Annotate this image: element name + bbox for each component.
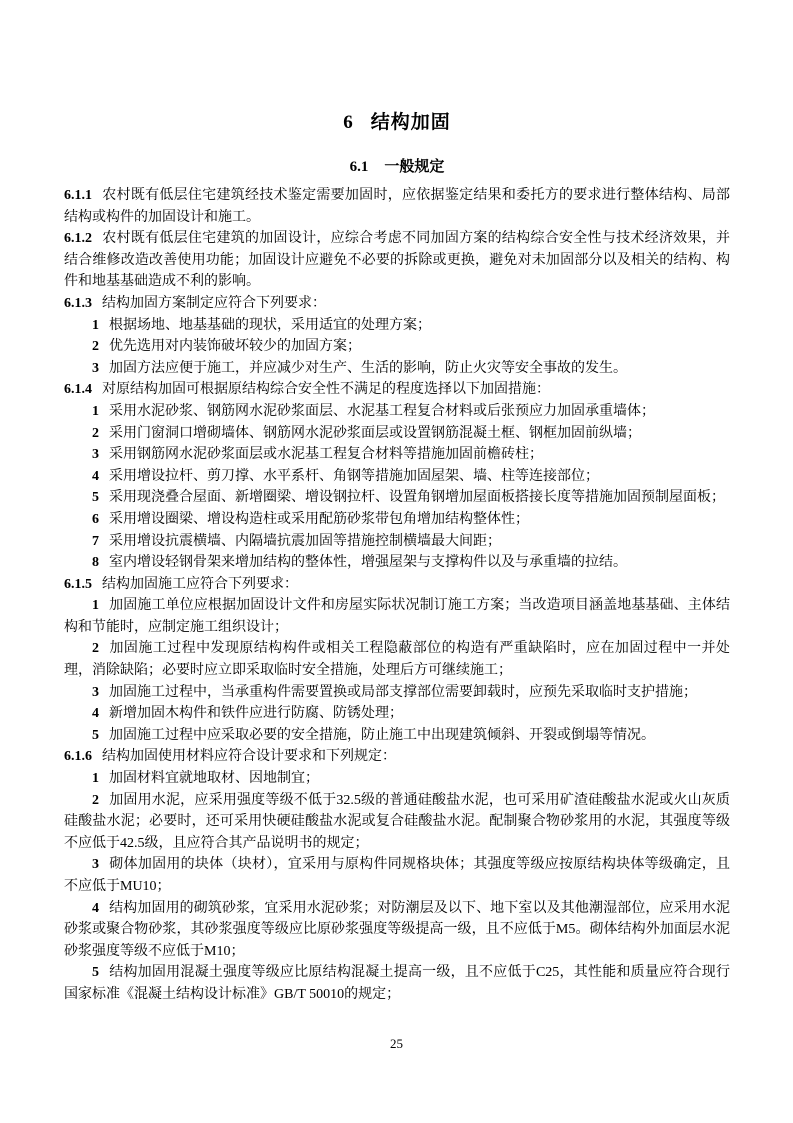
clause-6-1-4-item-1 — [64, 401, 730, 423]
clause-label: 6.1.1 — [64, 188, 92, 203]
item-text: 新增加固木构件和铁件应进行防腐、防锈处理； — [109, 706, 403, 722]
item-number: 6 — [92, 511, 99, 527]
clause-6-1-5-item-3 — [64, 682, 730, 704]
page-number: 25 — [390, 1036, 403, 1051]
clause-label: 6.1.5 — [64, 576, 92, 592]
item-text: 采用门窗洞口增砌墙体、钢筋网水泥砂浆面层或设置钢筋混凝土框、钢框加固前纵墙； — [109, 425, 641, 441]
item-number: 8 — [92, 555, 99, 571]
clause-text: 结构加固施工应符合下列要求： — [102, 576, 298, 592]
item-text: 加固方法应便于施工，并应减少对生产、生活的影响，防止火灾等安全事故的发生。 — [109, 360, 627, 376]
item-number: 4 — [92, 706, 99, 722]
item-number: 3 — [92, 684, 99, 700]
clause-6-1-4-item-4 — [64, 466, 730, 488]
item-number: 2 — [92, 641, 99, 657]
item-text: 采用增设圈梁、增设构造柱或采用配筋砂浆带包角增加结构整体性； — [109, 511, 529, 527]
clause-6-1-3-item-1 — [64, 315, 730, 337]
item-number: 1 — [92, 317, 99, 333]
clause-6-1-5-item-4 — [64, 703, 730, 725]
clause-label: 6.1.2 — [64, 231, 92, 247]
item-text: 采用钢筋网水泥砂浆面层或水泥基工程复合材料等措施加固前檐砖柱； — [109, 447, 543, 463]
clause-text: 对原结构加固可根据原结构综合安全性不满足的程度选择以下加固措施： — [102, 382, 550, 398]
item-text: 采用水泥砂浆、钢筋网水泥砂浆面层、水泥基工程复合材料或后张预应力加固承重墙体； — [109, 403, 655, 419]
item-text: 采用增设抗震横墙、内隔墙抗震加固等措施控制横墙最大间距； — [109, 533, 501, 549]
clause-6-1-6-item-4 — [64, 898, 730, 963]
item-text: 根据场地、地基基础的现状，采用适宜的处理方案； — [109, 317, 431, 333]
item-number: 2 — [92, 792, 99, 808]
item-number: 7 — [92, 533, 99, 549]
clause-text: 农村既有低层住宅建筑经技术鉴定需要加固时，应依据鉴定结果和委托方的要求进行整体结构、局部结构或构件的加固设计和施工。 — [64, 188, 730, 225]
item-text: 结构加固用混凝土强度等级应比原结构混凝土提高一级，且不应低于C25，其性能和质量应符合现行国家标准《混凝土结构设计标准》GB/T 50010的规定； — [64, 965, 730, 1002]
item-text: 加固材料宜就地取材、因地制宜； — [109, 771, 319, 787]
clause-6-1-1 — [64, 185, 730, 228]
item-text: 加固施工过程中，当承重构件需要置换或局部支撑部位需要卸载时，应预先采取临时支护措施； — [109, 684, 697, 700]
chapter-title-text: 结构加固 — [370, 112, 451, 133]
item-number: 4 — [92, 468, 99, 484]
item-number: 5 — [92, 727, 99, 743]
clause-label: 6.1.4 — [64, 382, 92, 398]
clause-6-1-4-item-7 — [64, 531, 730, 553]
item-text: 优先选用对内装饰破坏较少的加固方案； — [109, 339, 361, 355]
chapter-title — [64, 112, 730, 133]
clause-6-1-5-item-2 — [64, 638, 730, 681]
item-text: 室内增设轻钢骨架来增加结构的整体性，增强屋架与支撑构件以及与承重墙的拉结。 — [109, 555, 627, 571]
item-number: 5 — [92, 965, 99, 981]
item-number: 2 — [92, 425, 99, 441]
item-text: 砌体加固用的块体（块材），宜采用与原构件同规格块体；其强度等级应按原结构块体等级确定，且不应低于MU10； — [64, 857, 730, 894]
item-text: 加固施工过程中发现原结构构件或相关工程隐蔽部位的构造有严重缺陷时，应在加固过程中一并处理，消除缺陷；必要时应立即采取临时安全措施，处理后方可继续施工； — [64, 641, 730, 679]
clause-6-1-5-item-1 — [64, 595, 730, 638]
item-text: 采用增设拉杆、剪刀撑、水平系杆、角钢等措施加固屋架、墙、柱等连接部位； — [109, 468, 599, 484]
clause-6-1-6-item-2 — [64, 790, 730, 855]
item-number: 1 — [92, 771, 99, 787]
item-text: 加固施工单位应根据加固设计文件和房屋实际状况制订施工方案；当改造项目涵盖地基基础、主体结构和节能时，应制定施工组织设计； — [64, 598, 730, 635]
item-text: 结构加固用的砌筑砂浆，宜采用水泥砂浆；对防潮层及以下、地下室以及其他潮湿部位，应采用水泥砂浆或聚合物砂浆，其砂浆强度等级应比原砂浆强度等级提高一级，且不应低于M5。砌体结构外加面层水泥砂浆强度等级不应低于M10； — [64, 900, 730, 959]
clause-6-1-4-item-3 — [64, 444, 730, 466]
clause-6-1-3-item-3 — [64, 358, 730, 380]
clause-label: 6.1.3 — [64, 295, 92, 311]
item-number: 2 — [92, 339, 99, 355]
section-heading — [64, 158, 730, 176]
item-number: 3 — [92, 447, 99, 463]
clause-6-1-3 — [64, 293, 730, 315]
clause-6-1-6-item-3 — [64, 854, 730, 897]
clause-label: 6.1.6 — [64, 749, 92, 765]
item-text: 加固用水泥，应采用强度等级不低于32.5级的普通硅酸盐水泥，也可采用矿渣硅酸盐水泥或火山灰质硅酸盐水泥；必要时，还可采用快硬硅酸盐水泥或复合硅酸盐水泥。配制聚合物砂浆用的水泥，其强度等级不应低于42.5级，且应符合其产品说明书的规定； — [64, 792, 730, 851]
clause-6-1-4-item-8 — [64, 552, 730, 574]
item-number: 1 — [92, 598, 99, 614]
item-number: 4 — [92, 900, 99, 916]
clause-6-1-4-item-5 — [64, 487, 730, 509]
item-number: 3 — [92, 857, 99, 873]
chapter-number: 6 — [343, 112, 354, 133]
clause-6-1-6-item-1 — [64, 768, 730, 790]
clause-6-1-4-item-6 — [64, 509, 730, 531]
clause-text: 结构加固方案制定应符合下列要求： — [102, 295, 326, 311]
item-number: 5 — [92, 490, 99, 506]
clause-6-1-6 — [64, 746, 730, 768]
clause-text: 结构加固使用材料应符合设计要求和下列规定： — [102, 749, 396, 765]
clause-6-1-2 — [64, 228, 730, 293]
item-number: 1 — [92, 403, 99, 419]
item-text: 采用现浇叠合屋面、新增圈梁、增设钢拉杆、设置角钢增加屋面板搭接长度等措施加固预制屋面板； — [109, 490, 725, 506]
clause-6-1-3-item-2 — [64, 336, 730, 358]
section-number: 6.1 — [349, 159, 369, 175]
clause-6-1-4 — [64, 379, 730, 401]
clause-text: 农村既有低层住宅建筑的加固设计，应综合考虑不同加固方案的结构综合安全性与技术经济效果，并结合维修改造改善使用功能；加固设计应避免不必要的拆除或更换，避免对未加固部分以及相关的结构、构件和地基基础造成不利的影响。 — [64, 231, 730, 290]
item-text: 加固施工过程中应采取必要的安全措施，防止施工中出现建筑倾斜、开裂或倒塌等情况。 — [109, 727, 655, 743]
section-title-text: 一般规定 — [384, 158, 445, 175]
clause-6-1-5-item-5 — [64, 725, 730, 747]
clause-6-1-4-item-2 — [64, 423, 730, 445]
item-number: 3 — [92, 360, 99, 376]
clause-6-1-6-item-5 — [64, 962, 730, 1005]
clause-6-1-5 — [64, 574, 730, 596]
